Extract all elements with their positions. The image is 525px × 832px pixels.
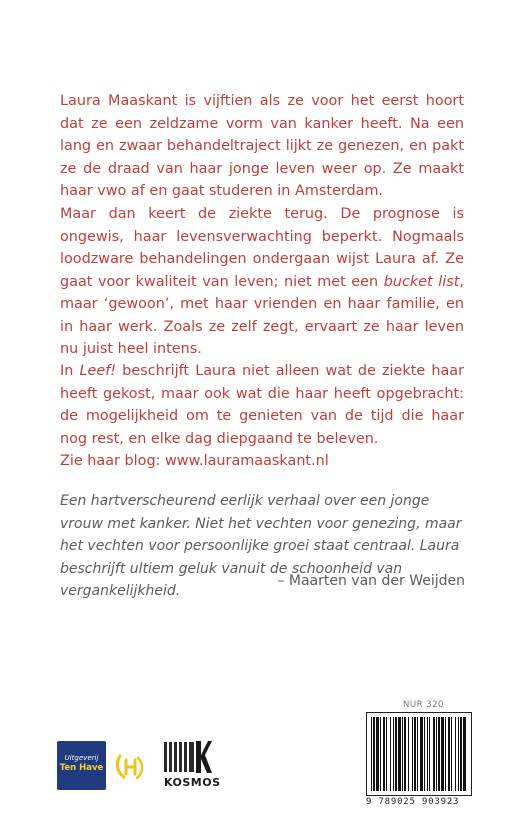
ten-have-small-label: Uitgeverij [64, 754, 99, 762]
barcode-bar [380, 717, 381, 791]
barcode-bar [436, 717, 437, 791]
barcode-bar [429, 717, 430, 791]
barcode-icon [367, 713, 471, 795]
barcode-bar [451, 717, 452, 791]
book-title-emphasis: Leef! [79, 363, 117, 379]
barcode-bar [424, 717, 425, 791]
barcode-bar [414, 717, 416, 791]
blurb-p2-emphasis: bucket list [383, 273, 460, 290]
barcode-bar [417, 717, 418, 791]
blurb-paragraph-3 [60, 360, 464, 473]
kosmos-logo-icon [164, 740, 212, 774]
barcode-bar [455, 717, 456, 791]
barcode-bar [433, 717, 435, 791]
blurb-paragraph-1: Laura Maaskant is vijftien als ze voor het eerst hoort dat ze een zeldzame vorm van kanker heeft. Na een lang en zwaar behandeltraject lijkt ze genezen, en pakt ze de draad van haar jonge leven weer op. Ze maakt haar vwo af en gaat studeren in Amsterdam. [60, 93, 464, 199]
barcode-bar [376, 717, 379, 791]
barcode-bar [390, 717, 391, 791]
barcode-bar [438, 717, 440, 791]
barcode-bar [373, 717, 375, 791]
barcode-bar [386, 717, 387, 791]
blurb-p2-text-a: Maar dan keert de ziekte terug. De prognose is ongewis, haar levensverwachting beperkt. Nogmaals loodzware behandelingen ondergaan wijst Laura af. Ze gaat voor kwaliteit van leven; niet met een [60, 206, 464, 290]
barcode-bar [458, 717, 459, 791]
barcode-bar [412, 717, 413, 791]
ten-have-name: Ten Have [59, 763, 104, 773]
barcode-bar [460, 717, 462, 791]
barcode-bar [402, 717, 403, 791]
quote-attribution: – Maarten van der Weijden [277, 573, 465, 589]
barcode-bar [445, 717, 446, 791]
blurb-p3-text-a: In [60, 363, 80, 379]
barcode-bar [371, 717, 372, 791]
kosmos-wordmark: KOSMOS [164, 776, 221, 789]
blurb-p3-text-b: beschrijft Laura niet alleen wat de ziekte haar heeft gekost, maar ook wat die haar heeft opgebracht: de mogelijkheid om te genieten van de tijd die haar nog rest, en elke dag diepgaand te beleven. [60, 363, 464, 447]
ten-have-logo [57, 741, 106, 790]
isbn-number: 9 789025 903923 [366, 797, 460, 807]
blurb-paragraph-2 [60, 203, 464, 361]
barcode-bar [383, 717, 385, 791]
barcode-bar [404, 717, 406, 791]
barcode-bar [448, 717, 450, 791]
barcode-bar [408, 717, 409, 791]
barcode-bar [393, 717, 394, 791]
review-quote: Een hartverscheurend eerlijk verhaal over een jonge vrouw met kanker. Niet het vechten voor genezing, maar het vechten voor persoonlijke groei staat centraal. Laura beschrijft ultiem geluk vanuit de schoonheid van vergankelijkheid. [60, 493, 462, 599]
blog-link: Zie haar blog: www.lauramaaskant.nl [60, 453, 329, 469]
barcode-bar [463, 717, 466, 791]
barcode-bar [420, 717, 423, 791]
barcode-bar [441, 717, 444, 791]
nur-code: NUR 320 [403, 700, 444, 710]
barcode-bar [398, 717, 401, 791]
blurb-p2-text-b: , maar ‘gewoon’, met haar vrienden en haar familie, en in haar werk. Zoals ze zelf zegt, ervaart ze haar leven nu juist heel intens. [60, 273, 464, 357]
barcode-bar [395, 717, 397, 791]
ten-have-mark-icon [114, 752, 146, 780]
barcode-bar [427, 717, 428, 791]
barcode-frame [366, 712, 472, 796]
